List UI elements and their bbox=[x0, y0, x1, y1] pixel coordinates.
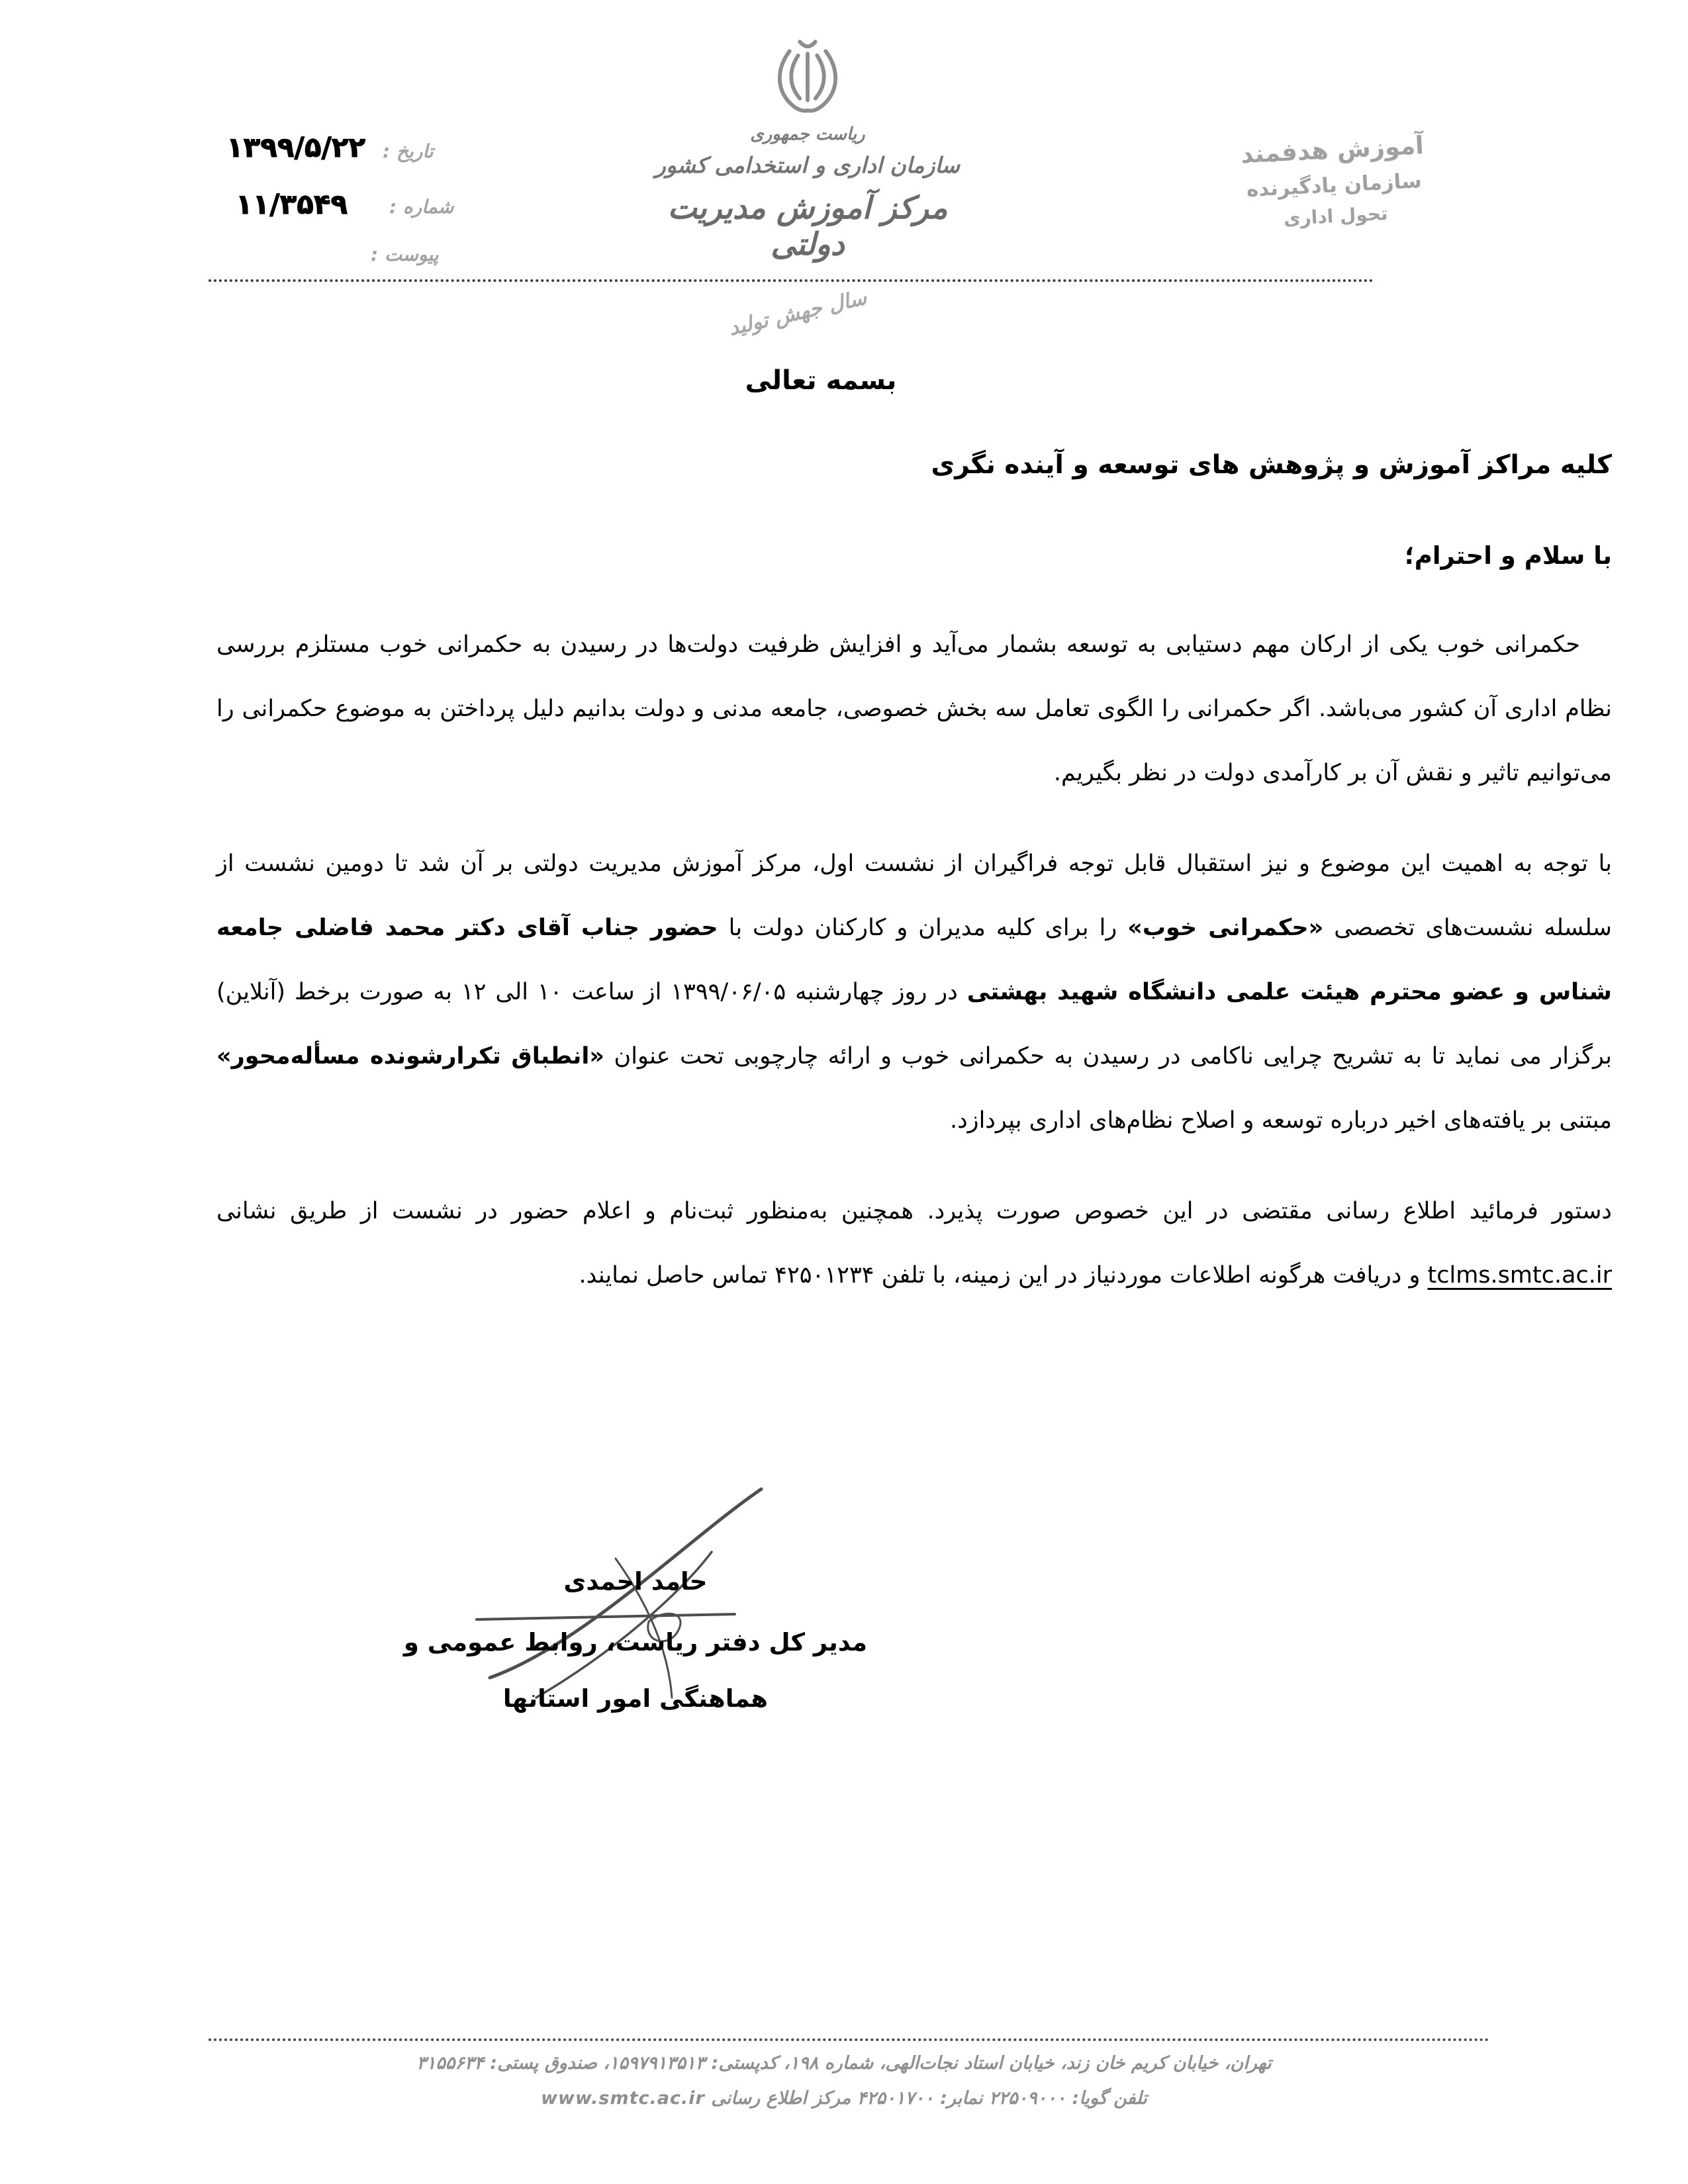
paragraph-2: با توجه به اهمیت این موضوع و نیز استقبال قابل توجه فراگیران از نشست اول، مرکز آموزش مدیریت دولتی بر آن شد تا دومین نشست از سلسله نشست‌های تخصصی «حکمرانی خوب» را برای کلیه مدیران و کارکنان دولت با حضور جناب آقای دکتر محمد فاضلی جامعه شناس و عضو محترم هیئت علمی دانشگاه شهید بهشتی در روز چهارشنبه ۱۳۹۹/۰۶/۰۵ از ساعت ۱۰ الی ۱۲ به صورت برخط (آنلاین) برگزار می نماید تا به تشریح چرایی ناکامی در رسیدن به حکمرانی خوب و ارائه چارچوبی تحت عنوان «انطباق تکرارشونده مسأله‌محور» مبتنی بر یافته‌های اخیر درباره توسعه و اصلاح نظام‌های اداری بپردازد. bbox=[216, 850, 1613, 1134]
stamp-line-3: تحول اداری bbox=[1283, 202, 1389, 230]
faded-stamp bbox=[1170, 127, 1499, 235]
attachment-label: پیوست : bbox=[371, 244, 439, 265]
signatory-title-line-1: مدیر کل دفتر ریاست، روابط عمومی و bbox=[403, 1628, 868, 1657]
paragraph-3: دستور فرمائید اطلاع رسانی مقتضی در این خصوص صورت پذیرد. همچنین به‌منظور ثبت‌نام و اعلام حضور در نشست از طریق نشانی tclms.smtc.ac.ir و دریافت هرگونه اطلاعات موردنیاز در این زمینه، با تلفن ۴۲۵۰۱۲۳۴ تماس حاصل نمایند. bbox=[216, 1198, 1612, 1289]
signatory-title-line-2: هماهنگی امور استانها bbox=[502, 1684, 769, 1713]
signatory-name: حامد احمدی bbox=[563, 1567, 708, 1596]
number-value: ۱۱/۳۵۴۹ bbox=[236, 188, 348, 220]
date-value: ۱۳۹۹/۵/۲۲ bbox=[226, 131, 366, 163]
signature-block bbox=[357, 1489, 914, 1727]
footer bbox=[199, 2053, 1489, 2109]
number-label: شماره : bbox=[389, 196, 454, 218]
year-slogan-handwriting: سال جهش تولید bbox=[726, 285, 869, 341]
stamp-line-2: سازمان یادگیرنده bbox=[1246, 169, 1423, 202]
footer-address-line: تهران، خیابان کریم خان زند، خیابان استاد نجات‌الهی، شماره ۱۹۸، کدپستی: ۱۵۹۷۹۱۳۵۱۳، صندوق پستی: ۳۱۵۵۶۳۴ bbox=[416, 2053, 1272, 2073]
date-label: تاریخ : bbox=[383, 140, 434, 162]
iran-national-emblem-icon bbox=[764, 109, 851, 122]
besmele-taali: بسمه تعالی bbox=[745, 365, 897, 396]
salutation-line: با سلام و احترام؛ bbox=[1404, 541, 1612, 570]
org-name-line-2: سازمان اداری و استخدامی کشور bbox=[655, 152, 961, 178]
header-dotted-divider bbox=[209, 279, 1374, 282]
letter-body bbox=[216, 613, 1612, 1334]
stamp-line-1: آموزش هدفمند bbox=[1240, 130, 1425, 169]
recipient-line: کلیه مراکز آموزش و پژوهش های توسعه و آینده نگری bbox=[931, 450, 1612, 480]
footer-contact-line: تلفن گویا: ۲۲۵۰۹۰۰۰ نمابر: ۴۲۵۰۱۷۰۰ مرکز اطلاع رسانی www.smtc.ac.ir bbox=[541, 2088, 1147, 2109]
letterhead bbox=[635, 33, 980, 263]
footer-dotted-divider bbox=[209, 2038, 1489, 2041]
paragraph-1: حکمرانی خوب یکی از ارکان مهم دستیابی به توسعه بشمار می‌آید و افزایش ظرفیت دولت‌ها در رسیدن به حکمرانی خوب مستلزم بررسی نظام اداری آن کشور می‌باشد. اگر حکمرانی را الگوی تعامل سه بخش خصوصی، جامعه مدنی و دولت بدانیم دلیل پرداختن به موضوع حکمرانی را می‌توانیم تاثیر و نقش آن بر کارآمدی دولت در نظر بگیریم. bbox=[216, 631, 1612, 786]
org-name-line-3: مرکز آموزش مدیریت دولتی bbox=[667, 190, 948, 263]
org-name-line-1: ریاست جمهوری bbox=[750, 124, 865, 144]
